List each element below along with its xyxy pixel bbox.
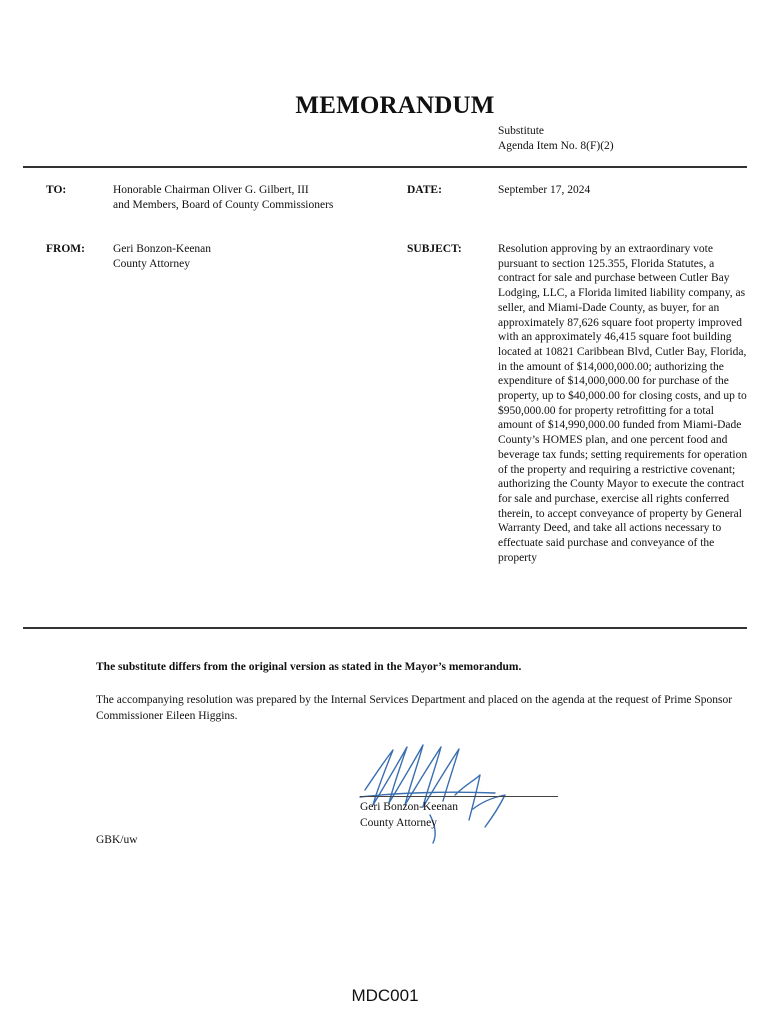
from-sender (113, 242, 211, 272)
to-label: TO: (46, 184, 67, 196)
to-recipients (113, 183, 333, 213)
body-paragraph: The accompanying resolution was prepared by the Internal Services Department and placed on the agenda at the request of Prime Sponsor Commissioner Eileen Higgins. (96, 694, 733, 722)
substitute-label: Substitute (498, 125, 545, 137)
page-footer-code: MDC001 (351, 986, 419, 1005)
from-label: FROM: (46, 243, 85, 255)
to-line-2: and Members, Board of County Commissioners (113, 199, 334, 211)
typist-initials: GBK/uw (96, 834, 138, 846)
from-line-2: County Attorney (113, 258, 190, 270)
from-line-1: Geri Bonzon-Keenan (113, 243, 212, 255)
memo-title: MEMORANDUM (295, 92, 495, 119)
agenda-block (498, 124, 614, 154)
date-value: September 17, 2024 (498, 184, 591, 196)
date-label: DATE: (407, 184, 442, 196)
signatory-title: County Attorney (360, 817, 437, 829)
subject-label: SUBJECT: (407, 243, 462, 255)
top-divider (23, 166, 747, 168)
substitute-note: The substitute differs from the original version as stated in the Mayor’s memorandum. (96, 661, 522, 673)
to-line-1: Honorable Chairman Oliver G. Gilbert, III (113, 184, 309, 196)
signatory-name: Geri Bonzon-Keenan (360, 801, 459, 813)
bottom-divider (23, 627, 747, 629)
agenda-item-number: Agenda Item No. 8(F)(2) (498, 140, 614, 152)
subject-text: Resolution approving by an extraordinary vote pursuant to section 125.355, Florida Statutes, a contract for sale and purchase between Cutler Bay Lodging, LLC, a Florida limited liability company, as seller, and Miami-Dade County, as buyer, for an approximately 87,626 square foot property improved with an approximately 46,415 square foot building located at 10821 Caribbean Blvd, Cutler Bay, Florida, in the amount of $14,000,000.00; authorizing the expenditure of $14,000,000.00 for purchase of the property, up to $40,000.00 for closing costs, and up to $950,000.00 for property retrofitting for a total amount of $14,990,000.00 funded from Miami-Dade County’s HOMES plan, and one percent food and beverage tax funds; setting requirements for operation of the property and requiring a restrictive covenant; authorizing the County Mayor to execute the contract for sale and purchase, exercise all rights conferred therein, to accept conveyance of property by General Warranty Deed, and take all actions necessary to effectuate said purchase and conveyance of the property (498, 243, 748, 564)
signature-block (360, 799, 458, 831)
signature-line (360, 796, 558, 797)
